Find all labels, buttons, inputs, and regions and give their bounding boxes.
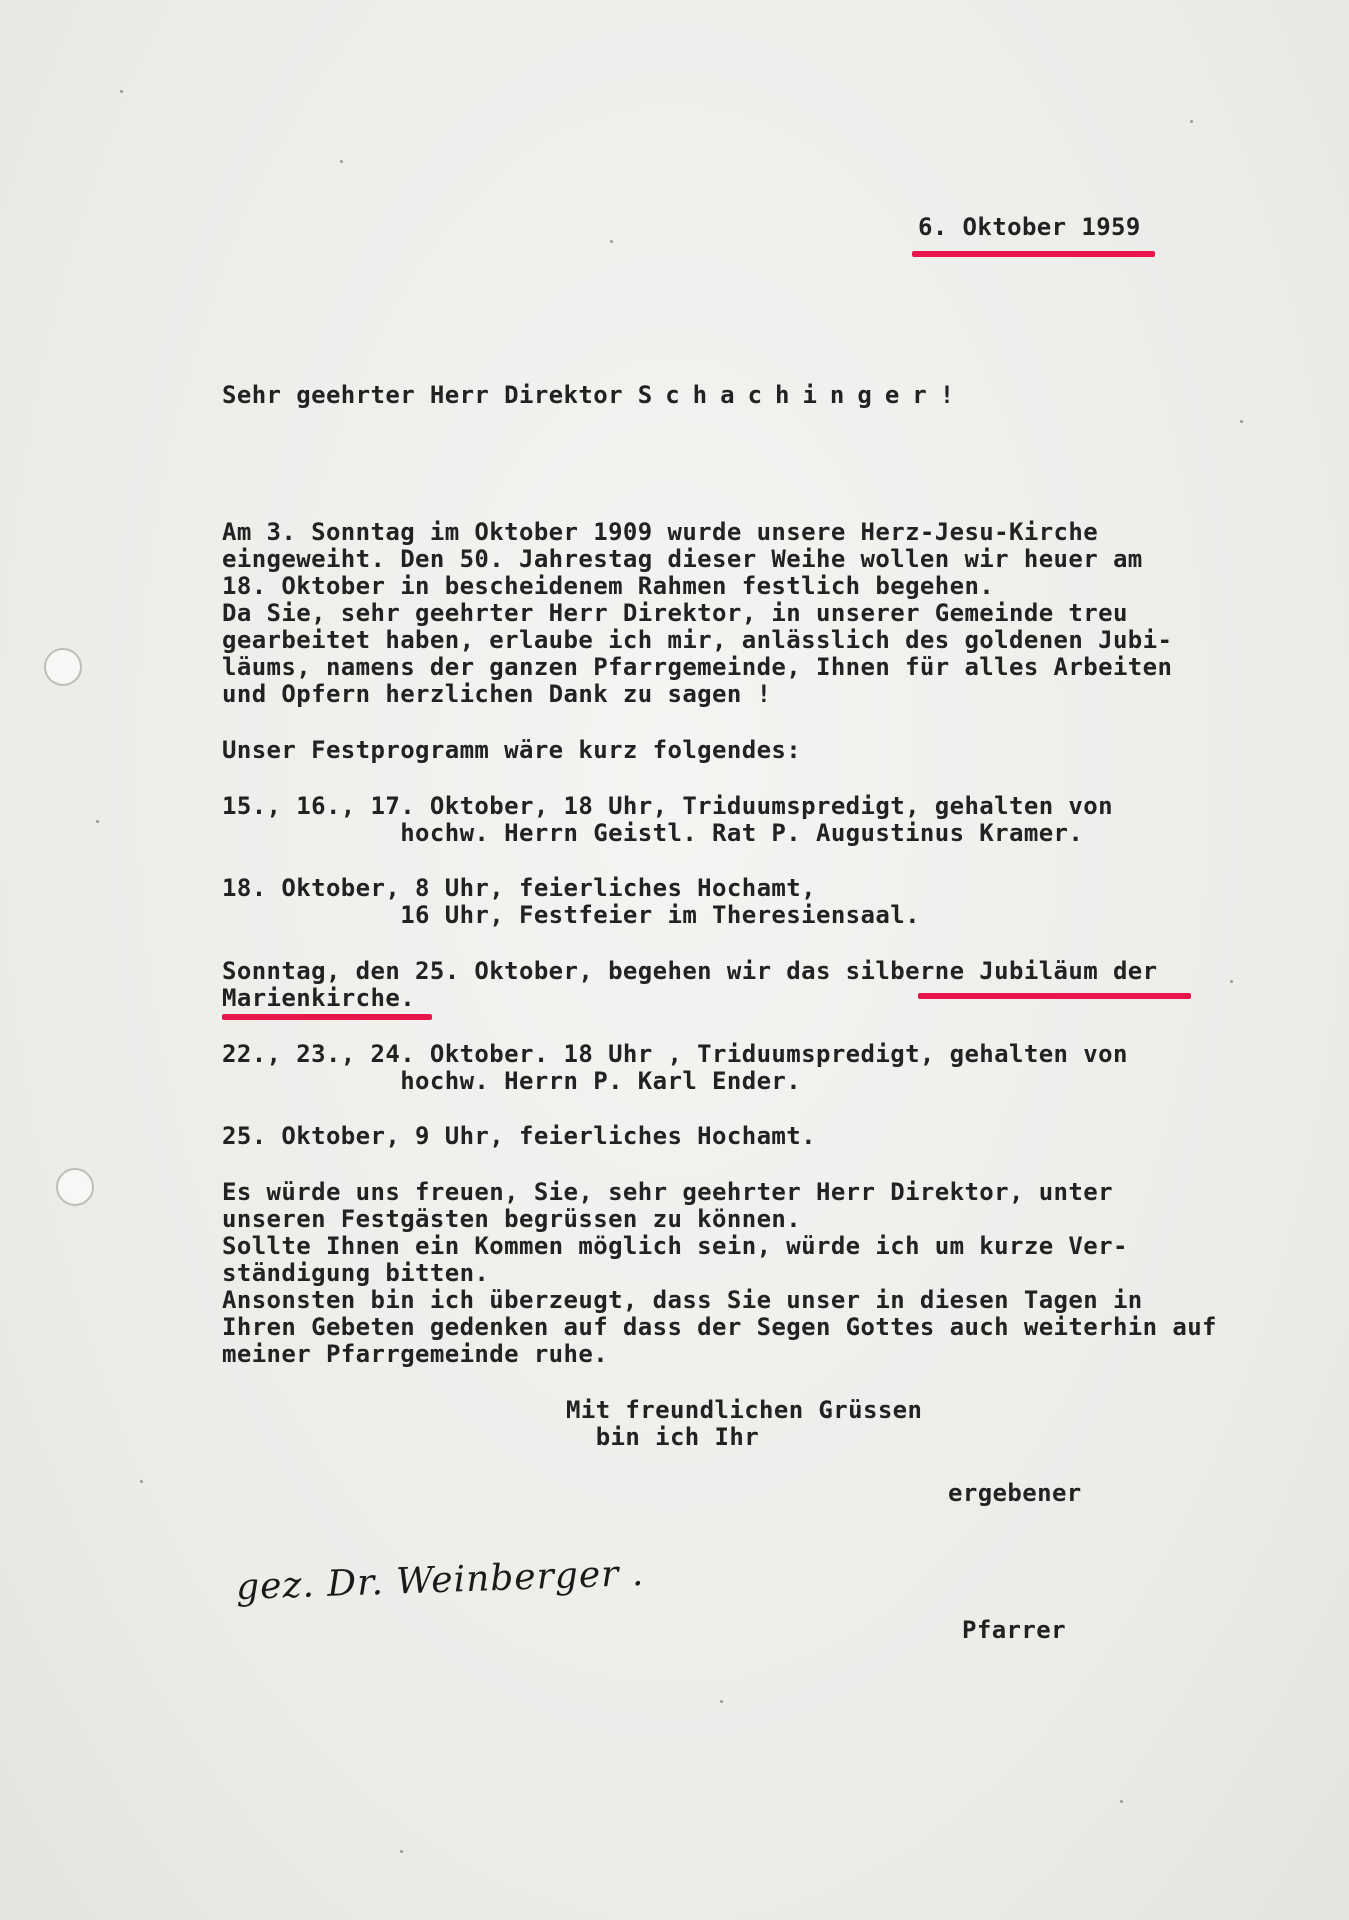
paper-speck: [120, 90, 123, 93]
paragraph-line: und Opfern herzlichen Dank zu sagen !: [222, 680, 772, 708]
paper-speck: [610, 240, 613, 243]
signer-title: Pfarrer: [962, 1616, 1066, 1644]
letter-date: 6. Oktober 1959: [918, 213, 1141, 241]
paper-speck: [1190, 120, 1193, 123]
marienkirche-underline: [222, 1014, 432, 1020]
paper-speck: [400, 1850, 403, 1853]
paragraph-line: 18. Oktober in bescheidenem Rahmen festlich begehen.: [222, 572, 995, 600]
punch-hole-top: [44, 648, 82, 686]
paragraph-line: gearbeitet haben, erlaube ich mir, anlässlich des goldenen Jubi-: [222, 626, 1173, 654]
paragraph-line: Da Sie, sehr geehrter Herr Direktor, in unserer Gemeinde treu: [222, 599, 1128, 627]
greeting-line: Mit freundlichen Grüssen: [566, 1396, 923, 1424]
punch-hole-bottom: [56, 1168, 94, 1206]
program-line: 18. Oktober, 8 Uhr, feierliches Hochamt,: [222, 874, 816, 902]
ergebener: ergebener: [948, 1479, 1082, 1507]
paper-speck: [96, 820, 99, 823]
silver-jubilee-underline: [918, 993, 1191, 999]
program-line: 15., 16., 17. Oktober, 18 Uhr, Triduumspredigt, gehalten von: [222, 792, 1113, 820]
paragraph-line: Ihren Gebeten gedenken auf dass der Segen Gottes auch weiterhin auf: [222, 1313, 1217, 1341]
salutation: [222, 382, 967, 409]
paragraph-line: Sollte Ihnen ein Kommen möglich sein, würde ich um kurze Ver-: [222, 1232, 1128, 1260]
paper-speck: [720, 1700, 723, 1703]
handwritten-signature: gez. Dr. Weinberger .: [235, 1552, 645, 1609]
date-underline: [912, 251, 1155, 257]
paper-speck: [1240, 420, 1243, 423]
paragraph-line: Ansonsten bin ich überzeugt, dass Sie unser in diesen Tagen in: [222, 1286, 1143, 1314]
salutation-prefix: Sehr geehrter Herr Direktor: [222, 381, 638, 409]
salutation-name: Schachinger!: [637, 381, 968, 409]
paragraph-line: läums, namens der ganzen Pfarrgemeinde, Ihnen für alles Arbeiten: [222, 653, 1173, 681]
paper-speck: [140, 1480, 143, 1483]
program-line: hochw. Herrn Geistl. Rat P. Augustinus Kramer.: [222, 819, 1084, 847]
paragraph-line: Es würde uns freuen, Sie, sehr geehrter Herr Direktor, unter: [222, 1178, 1113, 1206]
program-line: 16 Uhr, Festfeier im Theresiensaal.: [222, 901, 920, 929]
program-line: Marienkirche.: [222, 984, 416, 1012]
paper-speck: [1120, 1800, 1123, 1803]
program-intro: Unser Festprogramm wäre kurz folgendes:: [222, 736, 802, 764]
paragraph-line: unseren Festgästen begrüssen zu können.: [222, 1205, 802, 1233]
paper-speck: [1230, 980, 1233, 983]
paragraph-line: Am 3. Sonntag im Oktober 1909 wurde unsere Herz-Jesu-Kirche: [222, 518, 1099, 546]
program-line: hochw. Herrn P. Karl Ender.: [222, 1067, 802, 1095]
paragraph-line: meiner Pfarrgemeinde ruhe.: [222, 1340, 609, 1368]
paragraph-line: eingeweiht. Den 50. Jahrestag dieser Weihe wollen wir heuer am: [222, 545, 1143, 573]
paragraph-line: ständigung bitten.: [222, 1259, 490, 1287]
program-item-hochamt-25: 25. Oktober, 9 Uhr, feierliches Hochamt.: [222, 1122, 816, 1150]
program-line: Sonntag, den 25. Oktober, begehen wir das silberne Jubiläum der: [222, 957, 1158, 985]
program-line: 22., 23., 24. Oktober. 18 Uhr , Triduumspredigt, gehalten von: [222, 1040, 1128, 1068]
greeting-line: bin ich Ihr: [566, 1423, 760, 1451]
paper-speck: [340, 160, 343, 163]
